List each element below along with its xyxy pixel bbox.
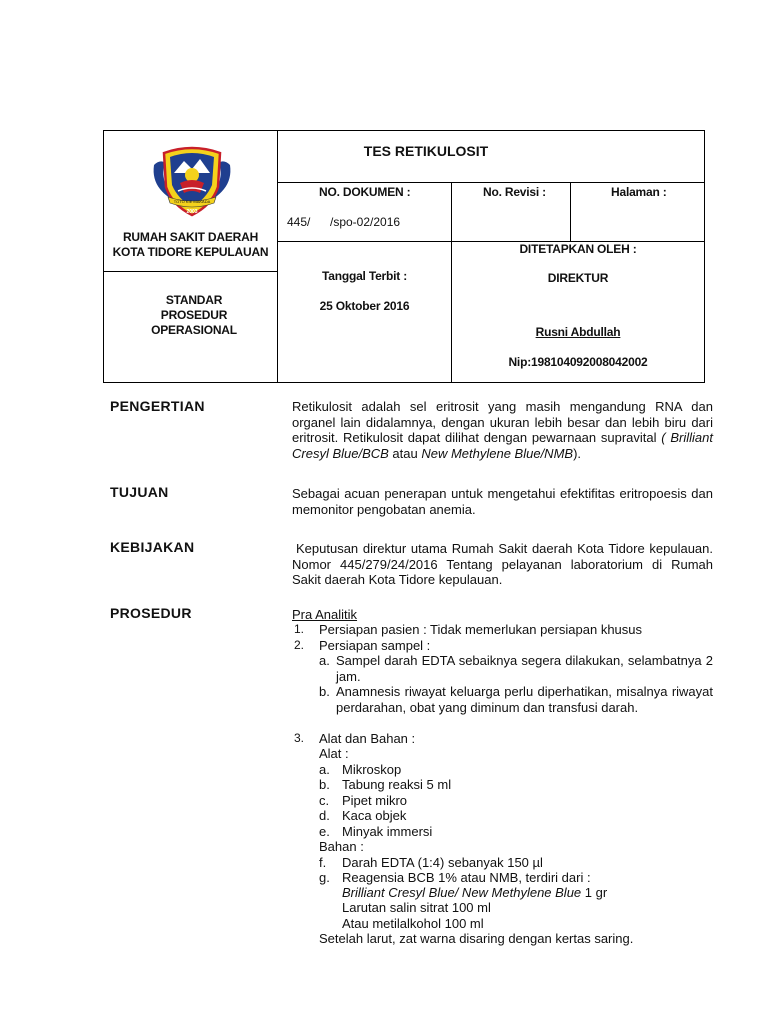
- list-number: 2.: [294, 638, 305, 652]
- logo-year: 2003: [186, 209, 198, 215]
- hospital-name-line1: RUMAH SAKIT DAERAH: [122, 230, 259, 244]
- prosedur-subheading: Pra Analitik: [292, 607, 358, 622]
- doc-type-line3: OPERASIONAL: [151, 323, 237, 337]
- signatory-nip: Nip:198104092008042002: [508, 355, 648, 369]
- pengertian-end: ).: [573, 445, 582, 461]
- section-label-tujuan: TUJUAN: [110, 484, 169, 500]
- section-label-kebijakan: KEBIJAKAN: [110, 539, 195, 555]
- list-number: 3.: [294, 731, 305, 745]
- alat-label: Alat :: [319, 746, 349, 761]
- bahan-item: Darah EDTA (1:4) sebanyak 150 µl: [342, 855, 543, 870]
- section-text-tujuan: Sebagai acuan penerapan untuk mengetahui efektifitas eritropoesis dan memonitor pengobatan anemia.: [292, 486, 713, 517]
- established-by-label: DITETAPKAN OLEH :: [519, 242, 637, 256]
- doc-type-line2: PROSEDUR: [160, 308, 228, 322]
- reagent-name: Brilliant Cresyl Blue/ New Methylene Blue: [342, 885, 582, 900]
- prosedur-item-2: Persiapan sampel :: [319, 638, 431, 653]
- revision-label: No. Revisi :: [483, 185, 546, 199]
- document-header-table: [103, 130, 705, 383]
- signatory-name: Rusni Abdullah: [535, 325, 621, 339]
- list-letter: f.: [319, 855, 327, 870]
- bahan-item: Reagensia BCB 1% atau NMB, terdiri dari :: [342, 870, 591, 885]
- established-by-role: DIREKTUR: [547, 271, 609, 285]
- table-divider: [277, 182, 704, 183]
- doc-number-value-part2: /spo-02/2016: [330, 215, 401, 229]
- table-divider: [570, 183, 571, 241]
- section-text-pengertian: [292, 399, 713, 461]
- alat-item: Mikroskop: [342, 762, 402, 777]
- alat-item: Pipet mikro: [342, 793, 408, 808]
- reagent-line: Atau metilalkohol 100 ml: [342, 916, 484, 931]
- list-letter: a.: [319, 762, 330, 777]
- issue-date-value: 25 Oktober 2016: [319, 299, 410, 313]
- document-type: [144, 293, 244, 338]
- section-text-kebijakan: Keputusan direktur utama Rumah Sakit daerah Kota Tidore kepulauan. Nomor 445/279/24/2016 Tentang pelayanan laboratorium di Rumah Sakit daerah Kota Tidore kepulauan.: [292, 541, 713, 587]
- list-letter: b.: [319, 777, 330, 792]
- pengertian-italic-term-2: New Methylene Blue/NMB: [421, 445, 574, 461]
- list-letter: e.: [319, 824, 330, 839]
- reagent-line: Larutan salin sitrat 100 ml: [342, 900, 491, 915]
- reagent-amount: 1 gr: [581, 885, 608, 900]
- list-letter: g.: [319, 870, 330, 885]
- issue-date-label: Tanggal Terbit :: [321, 269, 408, 283]
- list-letter: b.: [319, 684, 330, 699]
- logo-ribbon-text: TOTO KIE MAKADA: [173, 199, 211, 204]
- list-letter: a.: [319, 653, 330, 668]
- reagent-line: [342, 885, 607, 901]
- section-label-pengertian: PENGERTIAN: [110, 398, 205, 414]
- pengertian-conjunction: atau: [388, 445, 422, 461]
- doc-number-label: NO. DOKUMEN :: [319, 185, 411, 199]
- list-letter: c.: [319, 793, 330, 808]
- hospital-logo: [150, 139, 234, 223]
- prosedur-item-2b: Anamnesis riwayat keluarga perlu diperhatikan, misalnya riwayat perdarahan, obat yang diminum dan transfusi darah.: [336, 684, 713, 715]
- section-label-prosedur: PROSEDUR: [110, 605, 192, 621]
- pengertian-main-text: Retikulosit adalah sel eritrosit yang masih mengandung RNA dan organel lain didalamnya, dengan ukuran lebih besar dan lebih biru dari eritrosit. Retikulosit dapat dilihat dengan pewarnaan supravital: [292, 399, 713, 445]
- alat-item: Minyak immersi: [342, 824, 433, 839]
- pengertian-italic-term-1: ( Brilliant Cresyl Blue/BCB: [292, 430, 713, 461]
- table-divider: [104, 271, 278, 272]
- prosedur-item-2a: Sampel darah EDTA sebaiknya segera dilakukan, selambatnya 2 jam.: [336, 653, 713, 684]
- bahan-label: Bahan :: [319, 839, 364, 854]
- doc-type-line1: STANDAR: [165, 293, 223, 307]
- hospital-name-line2: KOTA TIDORE KEPULAUAN: [112, 245, 269, 259]
- prosedur-item-3: Alat dan Bahan :: [319, 731, 416, 746]
- list-letter: d.: [319, 808, 330, 823]
- doc-number-value-part1: 445/: [287, 215, 311, 229]
- document-title: TES RETIKULOSIT: [363, 143, 489, 159]
- page-label: Halaman :: [611, 185, 667, 199]
- alat-item: Kaca objek: [342, 808, 407, 823]
- prosedur-item-1: Persiapan pasien : Tidak memerlukan persiapan khusus: [319, 622, 643, 637]
- prosedur-closing: Setelah larut, zat warna disaring dengan kertas saring.: [319, 931, 634, 946]
- table-divider: [277, 131, 278, 382]
- list-number: 1.: [294, 622, 305, 636]
- hospital-name: [104, 230, 277, 260]
- alat-item: Tabung reaksi 5 ml: [342, 777, 452, 792]
